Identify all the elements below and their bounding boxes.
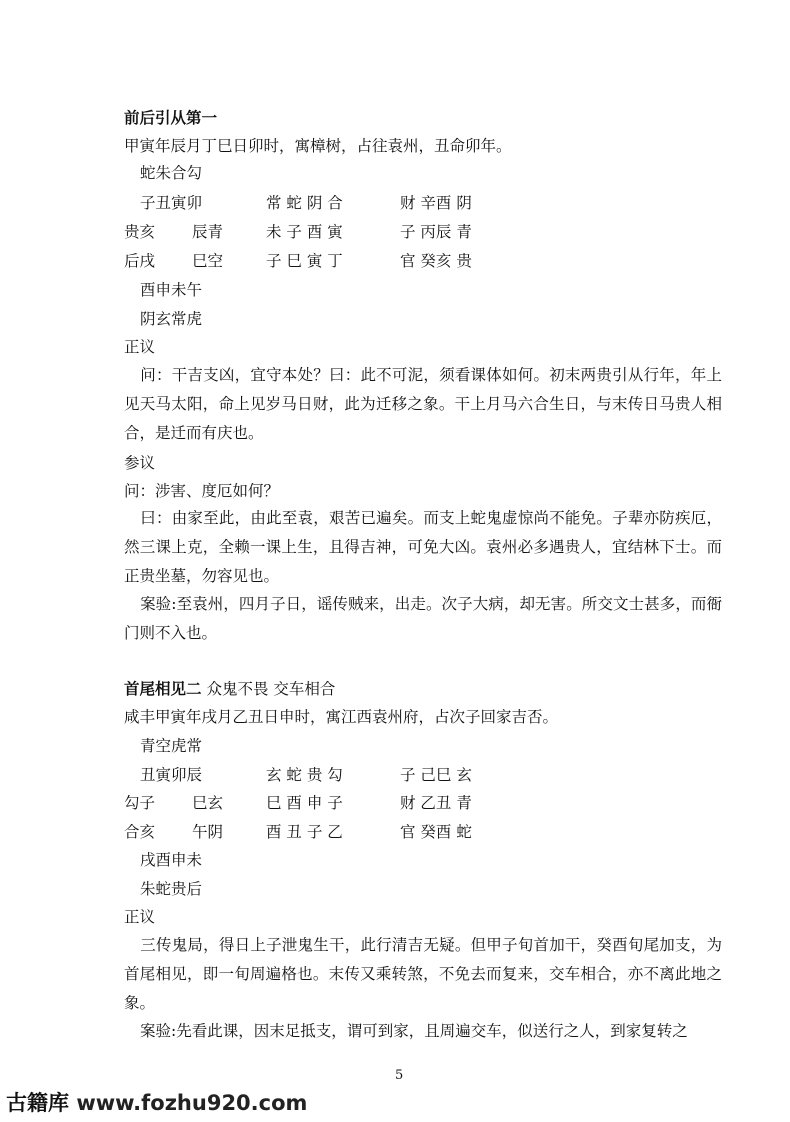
pan-row-right: 巳玄 — [192, 794, 224, 812]
pan-row-right: 巳空 — [192, 252, 224, 270]
section-title-1: 前后引从第一 — [124, 109, 218, 127]
pan-row-left: 勾子 — [124, 794, 156, 812]
anyan-text-2: 案验:先看此课，因末足抵支，谓可到家，且周遍交车，似送行之人，到家复转之 — [140, 1022, 688, 1040]
tianjiang-bottom: 阴玄常虎 — [140, 310, 203, 328]
zhengyi-text: 问：干吉支凶，宜守本处？曰：此不可泥，须看课体如何。初末两贵引从行年，年上见天马太阳，命上见岁马日财，此为迁移之象。干上月马六合生日，与末传日马贵人相合，是迁而有庆也。 — [124, 366, 722, 442]
tianpan-top-2: 丑寅卯辰 — [140, 766, 203, 784]
footer-brand: 古籍库 — [6, 1091, 69, 1115]
four-lessons-row: 玄 蛇 贵 勾 — [266, 766, 343, 784]
pan-row-left: 贵亥 — [124, 223, 156, 241]
footer-watermark — [6, 1087, 307, 1117]
tianjiang-bottom-2: 朱蛇贵后 — [140, 880, 203, 898]
transmission-row: 财 辛酉 阴 — [400, 194, 472, 212]
transmission-row: 子 丙辰 青 — [400, 223, 472, 241]
pan-row-right: 辰青 — [192, 223, 224, 241]
canyi-paragraph — [124, 504, 722, 591]
tianpan-bottom-2: 戌酉申未 — [140, 851, 203, 869]
zhengyi-text-2: 三传鬼局，得日上子泄鬼生干，此行清吉无疑。但甲子旬首加干，癸酉旬尾加支，为首尾相见，即一旬周遍格也。末传又乘转煞，不免去而复来，交车相合，亦不离此地之象。 — [124, 936, 722, 1012]
section-title-2: 首尾相见二 — [124, 680, 202, 698]
tianjiang-top: 蛇朱合勾 — [140, 164, 203, 182]
four-lessons-row: 未 子 酉 寅 — [266, 223, 343, 241]
page-number: 5 — [395, 1068, 404, 1083]
zhengyi-label-2: 正议 — [124, 908, 156, 926]
transmission-row: 子 己巳 玄 — [400, 766, 472, 784]
transmission-row: 官 癸亥 贵 — [400, 252, 472, 270]
intro-line: 甲寅年辰月丁巳日卯时，寓樟树，占往袁州，丑命卯年。 — [124, 137, 512, 155]
anyan-paragraph-2 — [124, 1017, 722, 1046]
tianjiang-top-2: 青空虎常 — [140, 737, 203, 755]
transmission-row: 财 乙丑 青 — [400, 794, 472, 812]
tianpan-bottom: 酉申未午 — [140, 281, 203, 299]
canyi-text: 曰：由家至此，由此至袁，艰苦已遍矣。而支上蛇鬼虚惊尚不能免。子辈亦防疾厄，然三课上克，全赖一课上生，且得吉神，可免大凶。袁州必多遇贵人，宜结林下士。而正贵坐墓，勿容见也。 — [124, 509, 722, 585]
zhengyi-label: 正议 — [124, 338, 156, 356]
section-subtitle-2: 众鬼不畏 交车相合 — [206, 680, 336, 698]
canyi-label: 参议 — [124, 454, 156, 472]
zhengyi-paragraph — [124, 361, 722, 448]
zhengyi-paragraph-2 — [124, 931, 722, 1018]
pan-row-right: 午阴 — [192, 823, 224, 841]
four-lessons-row: 常 蛇 阴 合 — [266, 194, 343, 212]
section-title-2-line — [124, 679, 335, 699]
transmission-row: 官 癸酉 蛇 — [400, 823, 472, 841]
intro-line-2: 咸丰甲寅年戌月乙丑日申时，寓江西袁州府，占次子回家吉否。 — [124, 708, 559, 726]
anyan-text: 案验:至袁州，四月子日，谣传贼来，出走。次子大病，却无害。所交文士甚多，而衙门则不入也。 — [124, 595, 722, 642]
four-lessons-row: 子 巳 寅 丁 — [266, 252, 343, 270]
four-lessons-row: 巳 酉 申 子 — [266, 794, 343, 812]
canyi-question: 问：涉害、度厄如何？ — [124, 482, 280, 500]
pan-row-left: 合亥 — [124, 823, 156, 841]
four-lessons-row: 酉 丑 子 乙 — [266, 823, 343, 841]
anyan-paragraph — [124, 590, 722, 648]
footer-url[interactable]: www.fozhu920.com — [76, 1091, 308, 1115]
tianpan-top: 子丑寅卯 — [140, 194, 203, 212]
pan-row-left: 后戌 — [124, 252, 156, 270]
